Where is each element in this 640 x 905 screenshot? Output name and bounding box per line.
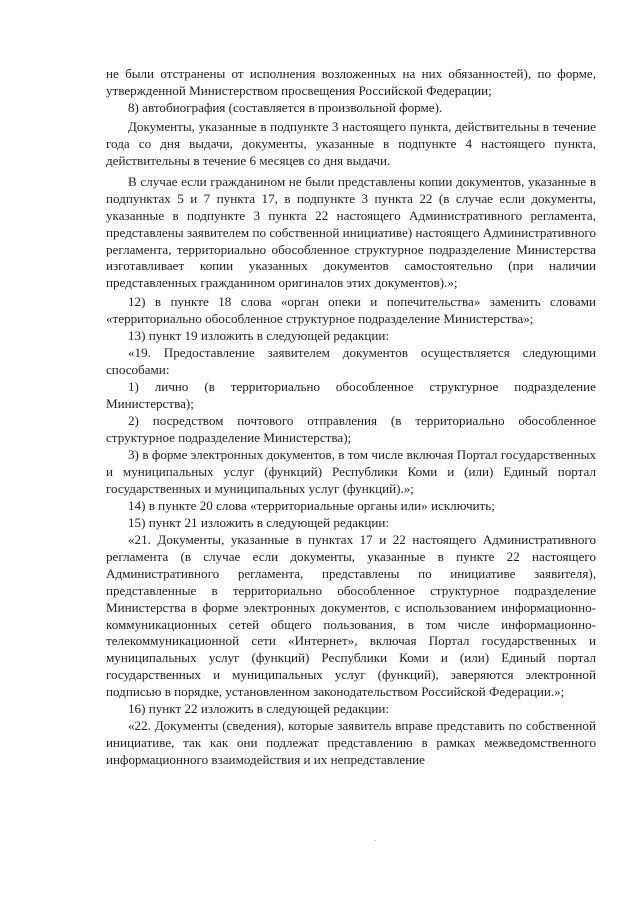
paragraph-copies: В случае если гражданином не были представлены копии документов, указанные в подпунктах 5 и 7 пункта 17, в подпункте 3 пункта 22 (в случае если документы, указанные в подпункте 3 пункта 22 настоящего Административного регламента, представлены заявителем по собственной инициативе) настоящего Административного регламента, территориально обособленное структурное подразделение Министерства изготавливает копии указанных документов самостоятельно (при наличии представленных гражданином оригиналов этих документов).»; <box>106 173 596 291</box>
paragraph-item-15: 15) пункт 21 изложить в следующей редакции: <box>128 514 390 530</box>
paragraph-validity: Документы, указанные в подпункте 3 настоящего пункта, действительны в течение года со дня выдачи, документы, указанные в подпункте 4 настоящего пункта, действительны в течение 6 месяцев со дня выдачи. <box>106 118 596 168</box>
paragraph-item-16: 16) пункт 22 изложить в следующей редакции: <box>128 701 390 717</box>
paragraph-method-1: 1) лично (в территориально обособленное структурное подразделение Министерства); <box>106 379 596 412</box>
paragraph-item-12: 12) в пункте 18 слова «орган опеки и попечительства» заменить словами «территориально обособленное структурное подразделение Министерства»; <box>106 294 596 327</box>
paragraph-method-2: 2) посредством почтового отправления (в территориально обособленное структурное подразделение Министерства); <box>106 413 596 446</box>
paragraph-clause-21: «21. Документы, указанные в пунктах 17 и 22 настоящего Административного регламента (в случае если документы, указанные в пункте 22 настоящего Административного регламента, представлены по инициативе заявителя), представленные в территориально обособленное структурное подразделение Министерства в форме электронных документов, с использованием информационно-коммуникационных сетей общего пользования, в том числе информационно-телекоммуникационной сети «Интернет», включая Портал государственных и муниципальных услуг (функций) Республики Коми и (или) Единый портал государственных и муниципальных услуг (функций), заверяются электронной подписью в порядке, установленном законодательством Российской Федерации.»; <box>106 531 596 700</box>
paragraph-clause-22: «22. Документы (сведения), которые заявитель вправе представить по собственной инициативе, так как они подлежат представлению в рамках межведомственного информационного взаимодействия и их непредставление <box>106 718 596 768</box>
paragraph-item-13: 13) пункт 19 изложить в следующей редакции: <box>128 328 390 344</box>
paragraph-item-14: 14) в пункте 20 слова «территориальные органы или» исключить; <box>128 497 495 513</box>
page-mark: · <box>374 837 377 845</box>
paragraph-clause-19: «19. Предоставление заявителем документов осуществляется следующими способами: <box>106 345 596 378</box>
paragraph-method-3: 3) в форме электронных документов, в том числе включая Портал государственных и муниципальных услуг (функций) Республики Коми и (или) Единый портал государственных и муниципальных услуг (функций).»; <box>106 446 596 496</box>
paragraph-item-8: 8) автобиография (составляется в произвольной форме). <box>128 99 443 115</box>
document-body <box>106 66 596 769</box>
paragraph-continuation: не были отстранены от исполнения возложенных на них обязанностей), по форме, утвержденной Министерством просвещения Российской Федерации; <box>106 66 596 98</box>
